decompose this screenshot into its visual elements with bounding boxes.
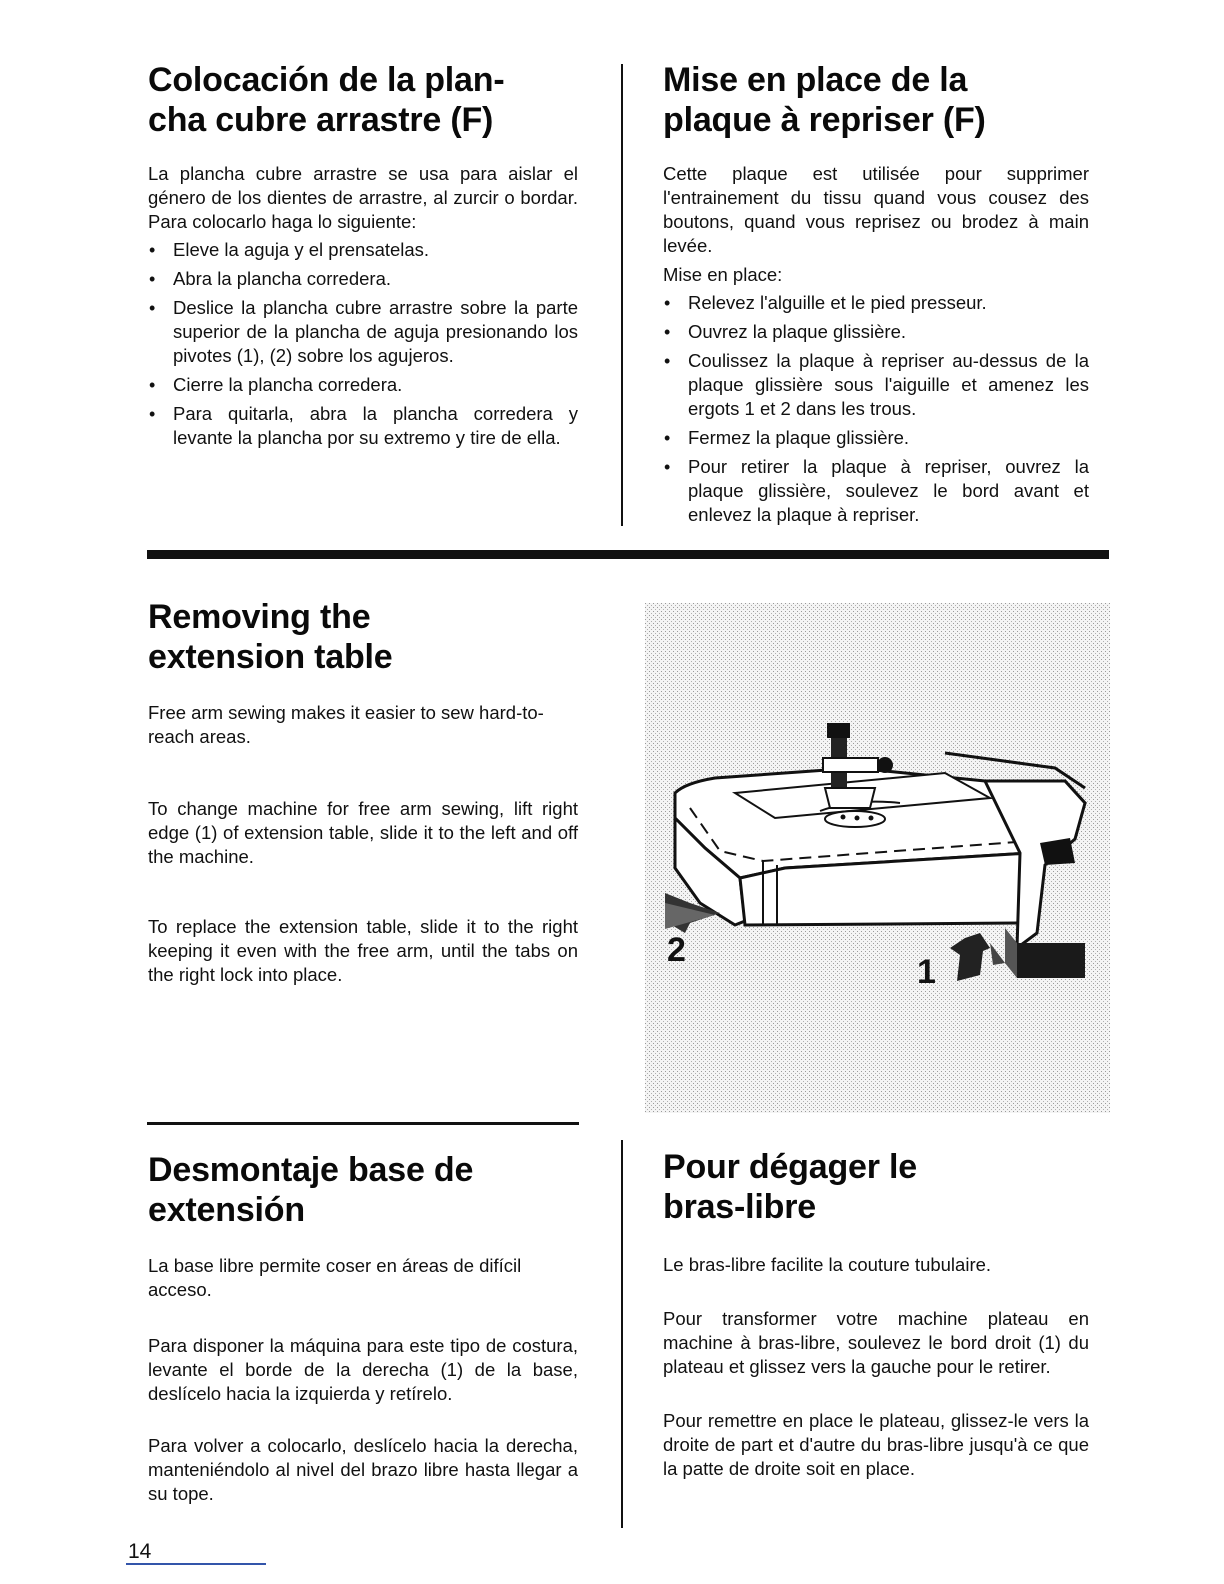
list-item: • Pour retirer la plaque à repriser, ouvrez la plaque glissière, soulevez le bord avant et enlevez la plaque à repriser. [663,455,1089,527]
page-number-underline [126,1563,266,1565]
paragraph-en-2: To change machine for free arm sewing, lift right edge (1) of extension table, slide it to the left and off the machine. [148,798,578,867]
paragraph-es-bottom-1: La base libre permite coser en áreas de difícil acceso. [148,1255,522,1300]
list-item: • Para quitarla, abra la plancha corredera y levante la plancha por su extremo y tire de ella. [148,402,578,450]
bullet-list-es-top [148,238,578,450]
section-divider-thick [147,550,1109,559]
list-item: • Relevez l'alguille et le pied presseur. [663,291,1089,315]
paragraph-en-3: To replace the extension table, slide it to the right keeping it even with the free arm, until the tabs on the right lock into place. [148,916,578,985]
paragraph-fr-bottom-1: Le bras-libre facilite la couture tubulaire. [663,1254,992,1275]
list-item: • Deslice la plancha cubre arrastre sobre la parte superior de la plancha de aguja presionando los pivotes (1), (2) sobre los agujeros. [148,296,578,368]
heading-en: Removing the extension table [148,598,393,676]
section-es-bottom [148,1150,578,1506]
list-item: • Fermez la plaque glissière. [663,426,1089,450]
bullet-list-fr-top [663,291,1089,527]
paragraph-es-bottom-3: Para volver a colocarlo, deslícelo hacia la derecha, manteniéndolo al nivel del brazo libre hasta llegar a su tope. [148,1435,578,1504]
illustration-label-1: 1 [917,953,936,991]
paragraph-es-top-intro: La plancha cubre arrastre se usa para aislar el género de los dientes de arrastre, al zurcir o bordar. Para colocarlo haga lo siguiente: [148,163,578,232]
paragraph-fr-top-intro: Cette plaque est utilisée pour supprimer l'entrainement du tissu quand vous cousez des boutons, quand vous reprisez ou brodez à main levée. [663,163,1089,256]
column-divider-top [621,64,623,526]
list-item: • Eleve la aguja y el prensatelas. [148,238,578,262]
list-item: • Abra la plancha corredera. [148,267,578,291]
heading-fr-top: Mise en place de la plaque à repriser (F) [663,61,986,139]
section-es-top [148,60,578,455]
list-item: • Coulissez la plaque à repriser au-dessus de la plaque glissière sous l'aiguille et amenez les ergots 1 et 2 dans les trous. [663,349,1089,421]
paragraph-fr-bottom-2: Pour transformer votre machine plateau en machine à bras-libre, soulevez le bord droit (1) du plateau et glissez vers la gauche pour le retirer. [663,1308,1089,1377]
section-en [148,597,578,987]
paragraph-es-bottom-2: Para disponer la máquina para este tipo de costura, levante el borde de la derecha (1) de la base, deslícelo hacia la izquierda y retírelo. [148,1335,578,1404]
list-item: • Ouvrez la plaque glissière. [663,320,1089,344]
page-number: 14 [128,1540,152,1563]
heading-fr-bottom: Pour dégager le bras-libre [663,1148,917,1226]
paragraph-en-1: Free arm sewing makes it easier to sew hard-to-reach areas. [148,702,544,747]
section-divider-thin [147,1122,579,1125]
heading-es-bottom: Desmontaje base de extensión [148,1151,474,1229]
section-fr-top [663,60,1089,532]
list-item: • Cierre la plancha corredera. [148,373,578,397]
section-fr-bottom [663,1147,1089,1481]
paragraph-fr-top-sub: Mise en place: [663,264,783,285]
illustration-label-2: 2 [667,931,686,969]
heading-es-top: Colocación de la plan- cha cubre arrastre (F) [148,61,505,139]
column-divider-bottom [621,1140,623,1528]
sewing-machine-illustration [645,603,1110,1113]
paragraph-fr-bottom-3: Pour remettre en place le plateau, glissez-le vers la droite de part et d'autre du bras-libre jusqu'à ce que la patte de droite soit en place. [663,1410,1089,1479]
